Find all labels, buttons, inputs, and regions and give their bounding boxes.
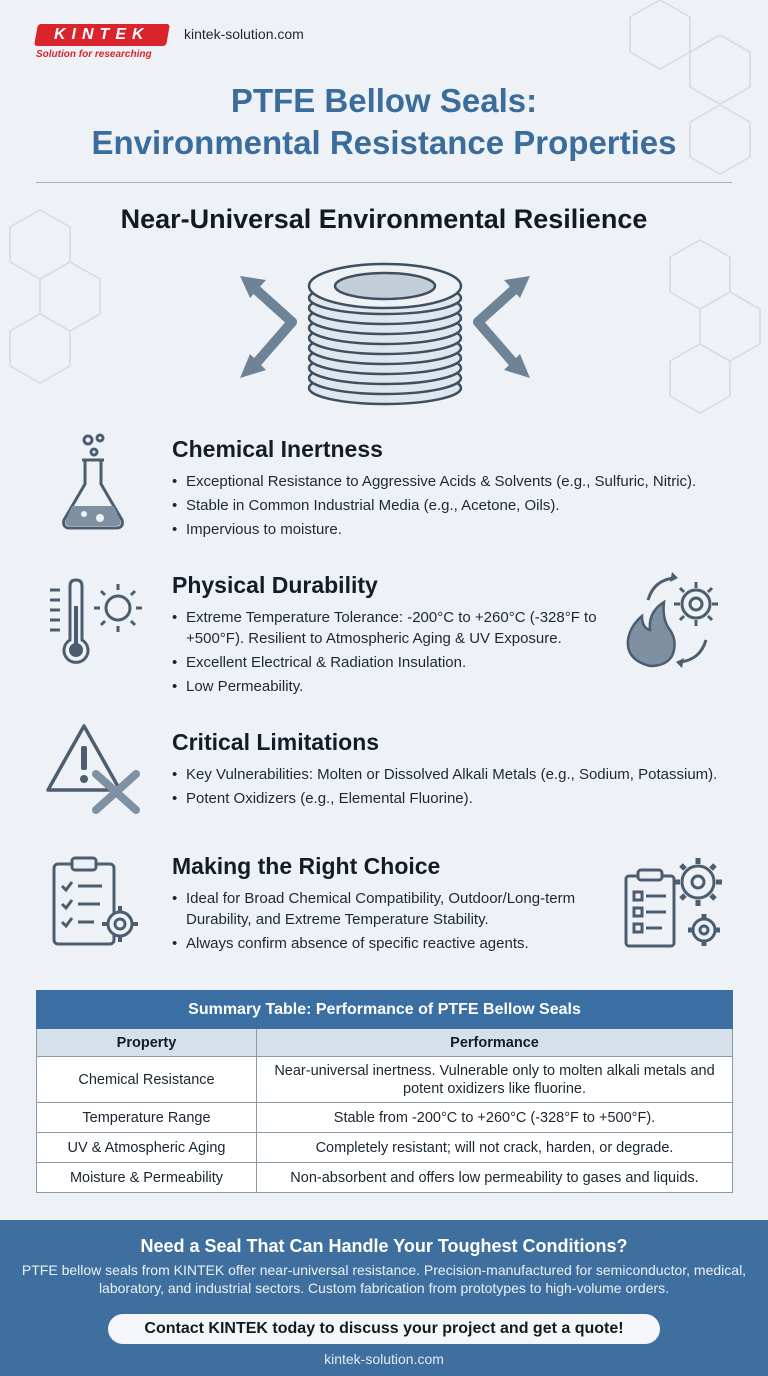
table-row [37,1163,733,1193]
checklist-gear-icon [50,856,142,948]
header-website-link[interactable]: kintek-solution.com [184,26,304,42]
list-item: • Impervious to moisture. [172,519,732,540]
title-divider [36,182,732,183]
contact-cta-button[interactable]: Contact KINTEK today to discuss your project and get a quote! [108,1314,660,1344]
list-item: • Extreme Temperature Tolerance: -200°C to +260°C (-328°F to +500°F). Resilient to Atmospheric Aging & UV Exposure. [172,607,612,649]
subheading: Near-Universal Environmental Resilience [120,204,648,234]
table-row [37,1103,733,1133]
table-cell-performance: Completely resistant; will not crack, harden, or degrade. [257,1133,733,1163]
list-item: • Potent Oxidizers (e.g., Elemental Fluorine). [172,788,742,809]
list-item: • Ideal for Broad Chemical Compatibility, Outdoor/Long-term Durability, and Extreme Temperature Stability. [172,888,608,930]
page-title-line-1: PTFE Bellow Seals: [230,82,538,119]
flask-icon [56,432,130,532]
list-item: • Always confirm absence of specific reactive agents. [172,933,608,954]
bullets-making-the-right-choice [172,888,608,957]
list-item: • Key Vulnerabilities: Molten or Dissolved Alkali Metals (e.g., Sodium, Potassium). [172,764,742,785]
left-arrow-icon [240,276,292,378]
summary-table [36,990,733,1193]
list-item: • Stable in Common Industrial Media (e.g., Acetone, Oils). [172,495,732,516]
bullets-physical-durability [172,607,612,700]
clipboard-gears-icon [622,854,728,950]
thermometer-sun-icon [46,578,146,670]
table-caption: Summary Table: Performance of PTFE Bellow Seals [37,991,733,1029]
table-cell-property: Chemical Resistance [37,1057,257,1103]
page-title-line-2: Environmental Resistance Properties [91,124,677,161]
footer-body: PTFE bellow seals from KINTEK offer near-universal resistance. Precision-manufactured for semiconductor, medical, laboratory, and industrial sectors. Custom fabrication from prototypes to high-volume orders. [21,1262,747,1296]
kintek-logo[interactable] [34,24,170,46]
table-header-performance: Performance [257,1029,733,1057]
warning-icon [44,720,144,814]
footer-website-link[interactable]: kintek-solution.com [324,1351,444,1367]
bellows-stack-icon [309,264,461,404]
table-cell-performance: Near-universal inertness. Vulnerable only to molten alkali metals and potent oxidizers like fluorine. [257,1057,733,1103]
list-item: • Excellent Electrical & Radiation Insulation. [172,652,612,673]
section-title-physical-durability: Physical Durability [172,572,378,598]
flame-gear-cycle-icon [620,570,730,674]
list-item: • Exceptional Resistance to Aggressive Acids & Solvents (e.g., Sulfuric, Nitric). [172,471,732,492]
table-header-property: Property [37,1029,257,1057]
section-title-making-the-right-choice: Making the Right Choice [172,853,441,879]
footer-heading: Need a Seal That Can Handle Your Toughest Conditions? [140,1236,628,1256]
section-title-critical-limitations: Critical Limitations [172,729,380,755]
table-cell-property: Moisture & Permeability [37,1163,257,1193]
table-row [37,1057,733,1103]
page-title [0,80,768,164]
logo-text: KINTEK [54,26,150,43]
bellow-seal-illustration [230,250,540,410]
table-cell-performance: Stable from -200°C to +260°C (-328°F to +500°F). [257,1103,733,1133]
logo-tagline: Solution for researching [36,49,152,60]
table-cell-performance: Non-absorbent and offers low permeability to gases and liquids. [257,1163,733,1193]
bullets-critical-limitations [172,764,742,812]
right-arrow-icon [478,276,530,378]
bullets-chemical-inertness [172,471,732,543]
section-title-chemical-inertness: Chemical Inertness [172,436,383,462]
list-item: • Low Permeability. [172,676,612,697]
table-cell-property: Temperature Range [37,1103,257,1133]
table-row [37,1133,733,1163]
table-cell-property: UV & Atmospheric Aging [37,1133,257,1163]
